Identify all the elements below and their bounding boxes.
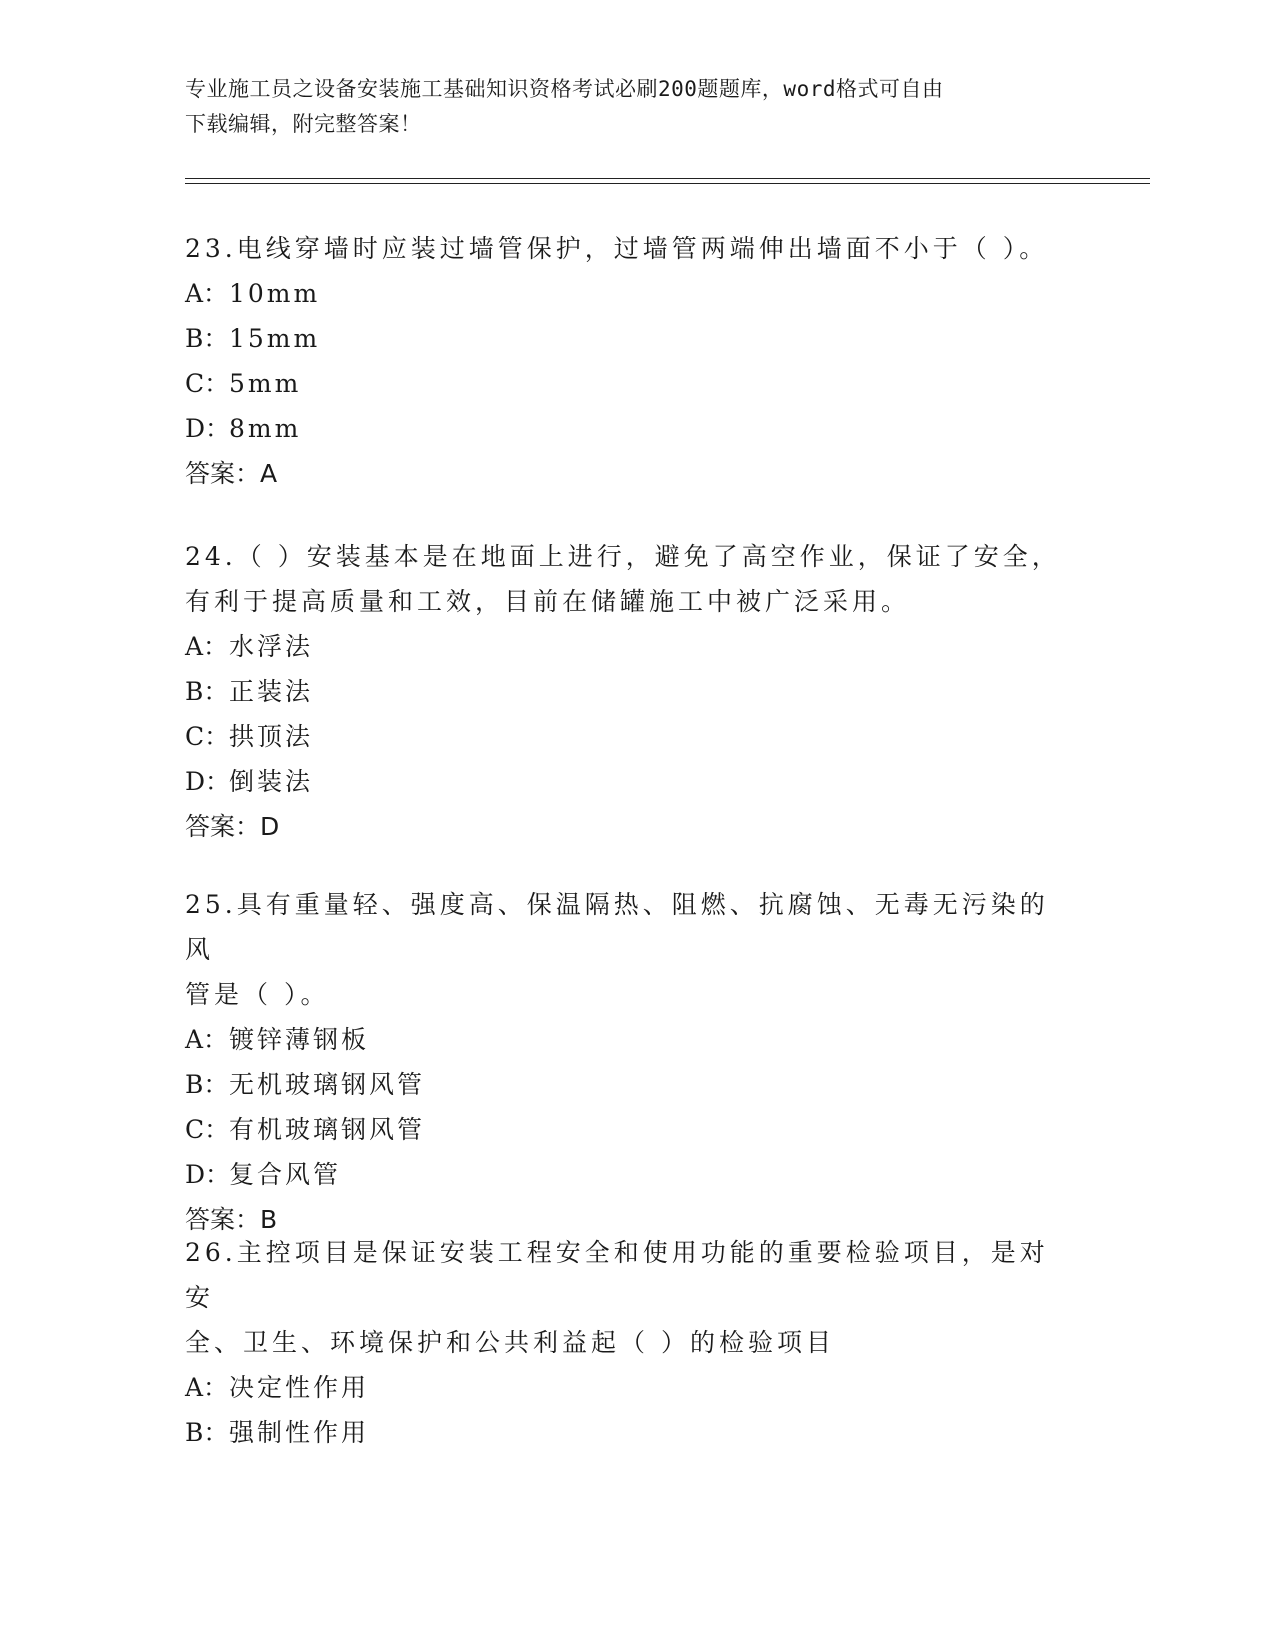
option-text: 10mm [229, 279, 321, 308]
option-b [185, 669, 1065, 714]
question-stem-line-2: 全、卫生、环境保护和公共利益起（ ）的检验项目 [185, 1328, 835, 1357]
question-25 [185, 882, 1065, 1242]
header-divider-top [185, 178, 1150, 179]
option-key: A： [185, 1025, 229, 1054]
option-text: 5mm [229, 369, 302, 398]
question-stem-line-1: 26.主控项目是保证安装工程安全和使用功能的重要检验项目，是对安 [185, 1238, 1049, 1312]
option-key: C： [185, 1115, 230, 1144]
option-key: A： [185, 1373, 229, 1402]
header-line-2: 下载编辑，附完整答案！ [185, 112, 422, 136]
option-b [185, 1410, 1065, 1455]
option-d [185, 759, 1065, 804]
option-text: 拱顶法 [229, 722, 314, 751]
option-key: B： [185, 324, 229, 353]
option-text: 8mm [229, 414, 302, 443]
header-line-1: 专业施工员之设备安装施工基础知识资格考试必刷200题题库，word格式可自由 [185, 77, 944, 101]
option-key: D： [185, 1160, 231, 1189]
option-b [185, 1062, 1065, 1107]
answer: 答案：A [185, 459, 278, 488]
option-c [185, 1107, 1065, 1152]
option-text: 正装法 [229, 677, 314, 706]
option-text: 15mm [229, 324, 321, 353]
option-a [185, 624, 1065, 669]
option-key: C： [185, 369, 230, 398]
option-c [185, 361, 1065, 406]
option-key: B： [185, 1418, 229, 1447]
header-divider-bottom [185, 183, 1150, 184]
option-key: A： [185, 632, 229, 661]
option-b [185, 316, 1065, 361]
option-key: D： [185, 767, 231, 796]
option-a [185, 1017, 1065, 1062]
option-key: D： [185, 414, 231, 443]
document-header [185, 72, 1065, 142]
answer: 答案：D [185, 812, 280, 841]
option-text: 强制性作用 [229, 1418, 370, 1447]
option-a [185, 1365, 1065, 1410]
option-text: 复合风管 [229, 1160, 342, 1189]
answer: 答案：B [185, 1205, 278, 1234]
option-text: 镀锌薄钢板 [229, 1025, 370, 1054]
option-text: 倒装法 [229, 767, 314, 796]
option-key: A： [185, 279, 229, 308]
question-stem: 23.电线穿墙时应装过墙管保护，过墙管两端伸出墙面不小于（ ）。 [185, 234, 1049, 263]
option-key: C： [185, 722, 230, 751]
option-text: 水浮法 [229, 632, 314, 661]
question-26 [185, 1230, 1065, 1455]
question-23 [185, 226, 1065, 496]
option-d [185, 1152, 1065, 1197]
option-d [185, 406, 1065, 451]
option-a [185, 271, 1065, 316]
option-c [185, 714, 1065, 759]
option-text: 决定性作用 [229, 1373, 370, 1402]
option-text: 无机玻璃钢风管 [229, 1070, 426, 1099]
option-key: B： [185, 677, 229, 706]
question-stem-line-1: 24.（ ）安装基本是在地面上进行，避免了高空作业，保证了安全， [185, 542, 1061, 571]
question-24 [185, 534, 1065, 849]
question-stem-line-2: 管是（ ）。 [185, 980, 330, 1009]
option-text: 有机玻璃钢风管 [229, 1115, 426, 1144]
question-stem-line-2: 有利于提高质量和工效，目前在储罐施工中被广泛采用。 [185, 587, 911, 616]
option-key: B： [185, 1070, 229, 1099]
question-stem-line-1: 25.具有重量轻、强度高、保温隔热、阻燃、抗腐蚀、无毒无污染的风 [185, 890, 1049, 964]
